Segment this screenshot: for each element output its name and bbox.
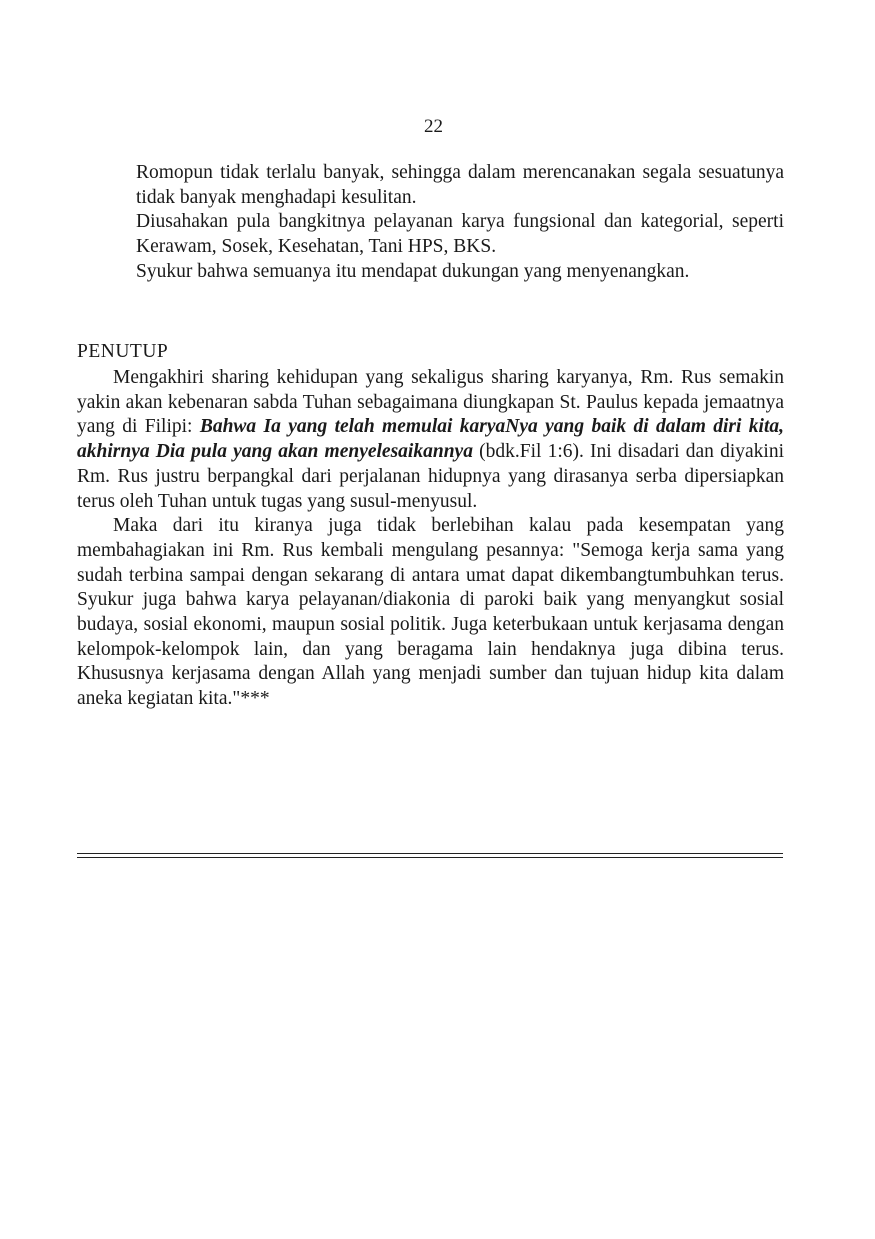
intro-section bbox=[136, 161, 784, 285]
intro-paragraph-3: Syukur bahwa semuanya itu mendapat dukungan yang menyenangkan. bbox=[136, 260, 690, 282]
paragraph-text: (bdk.Fil 1:6). Ini disadari dan diyakini Rm. Rus justru berpangkal dari perjalanan hidupnya yang dirasanya serba dipersiapkan terus oleh Tuhan untuk tugas yang susul-menyusul. bbox=[77, 441, 784, 512]
intro-paragraph-1: Romopun tidak terlalu banyak, sehingga dalam merencanakan segala sesuatunya tidak banyak menghadapi kesulitan. bbox=[136, 162, 784, 208]
page-number: 22 bbox=[424, 116, 443, 137]
intro-paragraph-2: Diusahakan pula bangkitnya pelayanan karya fungsional dan kategorial, seperti Kerawam, Sosek, Kesehatan, Tani HPS, BKS. bbox=[136, 211, 784, 258]
double-rule-divider bbox=[77, 853, 783, 858]
scripture-quote: Bahwa Ia yang telah memulai karyaNya yang baik di dalam diri kita, akhirnya Dia pula yang akan menyelesaikannya bbox=[77, 416, 784, 463]
closing-section bbox=[77, 366, 784, 712]
closing-paragraph-2: Maka dari itu kiranya juga tidak berlebihan kalau pada kesempatan yang membahagiakan ini Rm. Rus kembali mengulang pesannya: "Semoga kerja sama yang sudah terbina sampai dengan sekarang di antara umat dapat dikembangtumbuhkan terus. Syukur juga bahwa karya pelayanan/diakonia di paroki baik yang menyangkut sosial budaya, sosial ekonomi, maupun sosial politik. Juga keterbukaan untuk kerjasama dengan kelompok-kelompok lain, dan yang beragama lain hendaknya juga dibina terus. Khususnya kerjasama dengan Allah yang menjadi sumber dan tujuan hidup kita dalam aneka kegiatan kita."*** bbox=[77, 515, 784, 710]
paragraph-text: Mengakhiri sharing kehidupan yang sekaligus sharing karyanya, Rm. Rus semakin yakin akan kebenaran sabda Tuhan sebagaimana diungkapan St. Paulus kepada jemaatnya yang di Filipi: bbox=[77, 367, 784, 438]
section-heading: PENUTUP bbox=[77, 341, 169, 362]
closing-paragraph-1 bbox=[77, 366, 784, 514]
